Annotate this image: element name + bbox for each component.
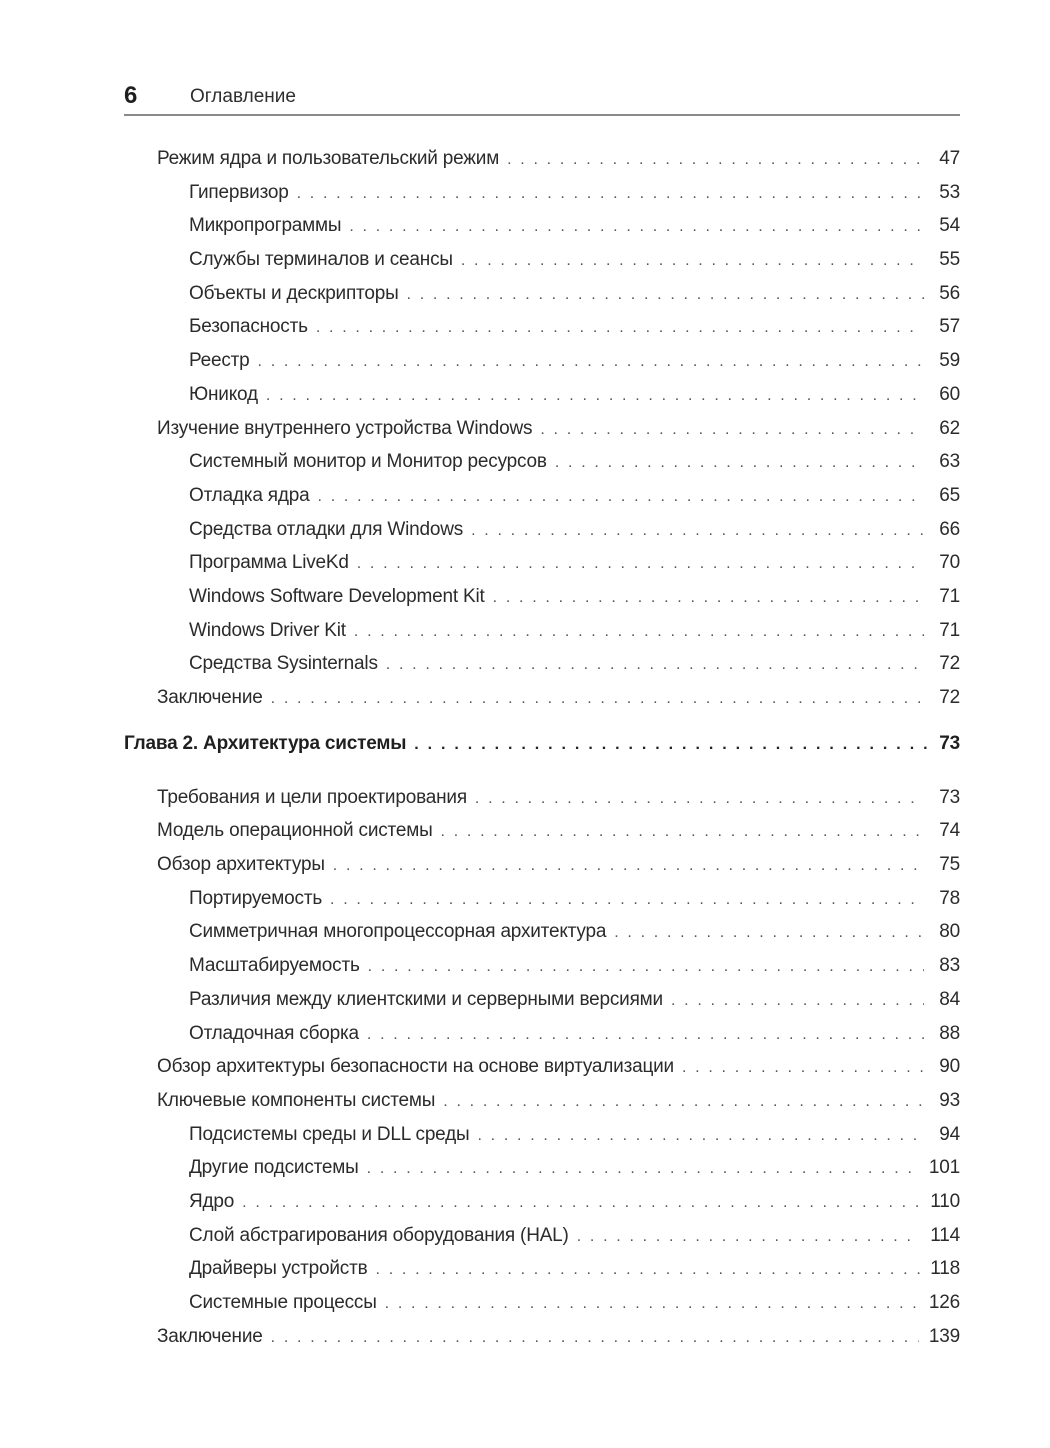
toc-entry-page-number: 93 (939, 1089, 960, 1111)
toc-entry-title: Ключевые компоненты системы (157, 1089, 436, 1111)
toc-entry-page-number: 71 (939, 585, 960, 607)
toc-entry-page-number: 70 (939, 552, 960, 574)
toc-entry-page-number: 47 (939, 148, 960, 169)
toc-entry[interactable] (124, 586, 960, 620)
toc-entry[interactable] (124, 1191, 960, 1225)
toc-entry-page-number: 71 (939, 619, 960, 641)
toc-entry-page-number: 88 (939, 1022, 960, 1044)
dot-leader (349, 218, 924, 236)
toc-entry-title: Микропрограммы (189, 215, 342, 237)
toc-entry-page-number: 118 (930, 1258, 960, 1280)
toc-entry[interactable] (124, 384, 960, 418)
dot-leader (333, 857, 924, 875)
dot-leader (407, 286, 924, 304)
dot-leader (441, 823, 924, 841)
toc-entry-title: Юникод (189, 383, 258, 405)
table-of-contents (124, 148, 960, 1359)
dot-leader (386, 656, 924, 674)
dot-leader (271, 690, 924, 708)
toc-entry-title: Отладка ядра (189, 484, 310, 506)
running-title: Оглавление (190, 86, 296, 107)
dot-leader (493, 589, 924, 607)
toc-entry[interactable] (124, 1124, 960, 1158)
dot-leader (318, 488, 925, 506)
toc-entry-title: Масштабируемость (189, 955, 360, 977)
toc-entry-page-number: 101 (928, 1157, 960, 1179)
toc-entry[interactable] (124, 451, 960, 485)
toc-entry[interactable] (124, 182, 960, 216)
toc-entry[interactable] (124, 249, 960, 283)
toc-entry[interactable] (124, 283, 960, 317)
toc-entry-title: Программа LiveKd (189, 552, 349, 574)
toc-entry-title: Модель операционной системы (157, 820, 433, 842)
toc-entry-title: Заключение (157, 687, 263, 708)
toc-chapter-entry[interactable] (124, 733, 960, 777)
toc-entry-page-number: 114 (930, 1224, 960, 1246)
dot-leader (297, 185, 924, 203)
toc-entry-title: Windows Software Development Kit (189, 585, 485, 607)
toc-entry-page-number: 83 (939, 955, 960, 977)
dot-leader (367, 1160, 919, 1178)
toc-entry-page-number: 80 (939, 921, 960, 943)
toc-entry-title: Службы терминалов и сеансы (189, 249, 453, 271)
dot-leader (471, 522, 924, 540)
toc-entry[interactable] (124, 653, 960, 687)
toc-entry-page-number: 72 (939, 653, 960, 675)
toc-entry[interactable] (124, 1090, 960, 1124)
toc-entry[interactable] (124, 552, 960, 586)
dot-leader (507, 151, 924, 169)
toc-entry-page-number: 73 (939, 732, 960, 754)
toc-entry-page-number: 66 (939, 518, 960, 540)
toc-entry-title: Режим ядра и пользовательский режим (157, 148, 500, 169)
page-number: 6 (124, 82, 138, 109)
toc-entry-title: Подсистемы среды и DLL среды (189, 1123, 470, 1145)
dot-leader (266, 387, 924, 405)
toc-entry-page-number: 84 (939, 988, 960, 1010)
dot-leader (540, 421, 924, 439)
toc-entry-page-number: 94 (939, 1123, 960, 1145)
dot-leader (271, 1329, 919, 1347)
toc-entry[interactable] (124, 1056, 960, 1090)
toc-entry[interactable] (124, 854, 960, 888)
toc-entry[interactable] (124, 148, 960, 182)
toc-entry-page-number: 55 (939, 249, 960, 271)
toc-entry-title: Объекты и дескрипторы (189, 282, 399, 304)
dot-leader (577, 1228, 921, 1246)
dot-leader (376, 1261, 921, 1279)
dot-leader (357, 555, 924, 573)
toc-entry-title: Средства отладки для Windows (189, 518, 464, 540)
toc-entry-page-number: 57 (939, 316, 960, 338)
toc-entry-title: Изучение внутреннего устройства Windows (157, 417, 533, 439)
running-header (124, 80, 960, 116)
toc-entry-page-number: 74 (939, 820, 960, 842)
toc-entry-title: Реестр (189, 350, 250, 372)
dot-leader (385, 1295, 919, 1313)
toc-entry[interactable] (124, 215, 960, 249)
toc-entry-page-number: 78 (939, 887, 960, 909)
toc-entry[interactable] (124, 1157, 960, 1191)
toc-entry-page-number: 110 (930, 1190, 960, 1212)
toc-entry-title: Глава 2. Архитектура системы (124, 732, 407, 754)
toc-entry-page-number: 126 (928, 1292, 960, 1313)
toc-entry-page-number: 72 (939, 687, 960, 708)
toc-entry-title: Симметричная многопроцессорная архитектура (189, 921, 607, 943)
toc-entry-title: Обзор архитектуры безопасности на основе виртуализации (157, 1056, 674, 1078)
toc-entry-title: Слой абстрагирования оборудования (HAL) (189, 1224, 569, 1246)
dot-leader (475, 790, 924, 808)
dot-leader (354, 623, 924, 641)
toc-entry[interactable] (124, 620, 960, 654)
toc-entry-page-number: 59 (939, 350, 960, 372)
dot-leader (671, 992, 924, 1010)
toc-entry-page-number: 73 (939, 786, 960, 808)
dot-leader (477, 1127, 924, 1145)
toc-entry-title: Безопасность (189, 316, 308, 338)
dot-leader (461, 252, 924, 270)
dot-leader (367, 1026, 924, 1044)
toc-entry-title: Другие подсистемы (189, 1157, 359, 1179)
dot-leader (555, 454, 924, 472)
dot-leader (330, 891, 924, 909)
toc-entry-title: Драйверы устройств (189, 1258, 368, 1280)
toc-entry-page-number: 90 (939, 1056, 960, 1078)
toc-entry[interactable] (124, 1225, 960, 1259)
toc-entry[interactable] (124, 1326, 960, 1360)
dot-leader (368, 958, 924, 976)
toc-entry-title: Windows Driver Kit (189, 619, 346, 641)
dot-leader (242, 1194, 920, 1212)
toc-entry-page-number: 75 (939, 854, 960, 876)
toc-entry[interactable] (124, 418, 960, 452)
toc-entry[interactable] (124, 820, 960, 854)
toc-entry-title: Системные процессы (189, 1292, 377, 1313)
dot-leader (258, 353, 924, 371)
toc-entry-page-number: 60 (939, 383, 960, 405)
toc-entry-page-number: 54 (939, 215, 960, 237)
toc-entry[interactable] (124, 687, 960, 721)
toc-entry-title: Средства Sysinternals (189, 653, 378, 675)
dot-leader (614, 924, 924, 942)
toc-entry-title: Гипервизор (189, 181, 289, 203)
toc-entry-title: Отладочная сборка (189, 1022, 359, 1044)
toc-entry-title: Различия между клиентскими и серверными версиями (189, 988, 663, 1010)
dot-leader (443, 1093, 924, 1111)
toc-entry-page-number: 53 (939, 181, 960, 203)
toc-entry-title: Ядро (189, 1190, 235, 1212)
toc-entry-title: Обзор архитектуры (157, 854, 325, 876)
toc-entry[interactable] (124, 921, 960, 955)
toc-entry-page-number: 139 (928, 1325, 960, 1347)
toc-entry[interactable] (124, 1023, 960, 1057)
dot-leader (316, 319, 924, 337)
dot-leader (414, 736, 932, 754)
toc-entry[interactable] (124, 888, 960, 922)
toc-entry[interactable] (124, 519, 960, 553)
toc-entry[interactable] (124, 1292, 960, 1326)
toc-entry-title: Требования и цели проектирования (157, 786, 467, 808)
toc-entry-page-number: 56 (939, 282, 960, 304)
toc-entry[interactable] (124, 350, 960, 384)
toc-entry-title: Системный монитор и Монитор ресурсов (189, 451, 547, 473)
toc-entry-title: Заключение (157, 1325, 263, 1347)
toc-entry[interactable] (124, 1258, 960, 1292)
toc-entry-page-number: 63 (939, 451, 960, 473)
dot-leader (682, 1059, 924, 1077)
toc-entry[interactable] (124, 485, 960, 519)
toc-entry-page-number: 65 (939, 484, 960, 506)
toc-entry[interactable] (124, 955, 960, 989)
toc-entry[interactable] (124, 989, 960, 1023)
toc-entry[interactable] (124, 787, 960, 821)
toc-entry[interactable] (124, 316, 960, 350)
toc-entry-title: Портируемость (189, 887, 323, 909)
toc-entry-page-number: 62 (939, 417, 960, 439)
